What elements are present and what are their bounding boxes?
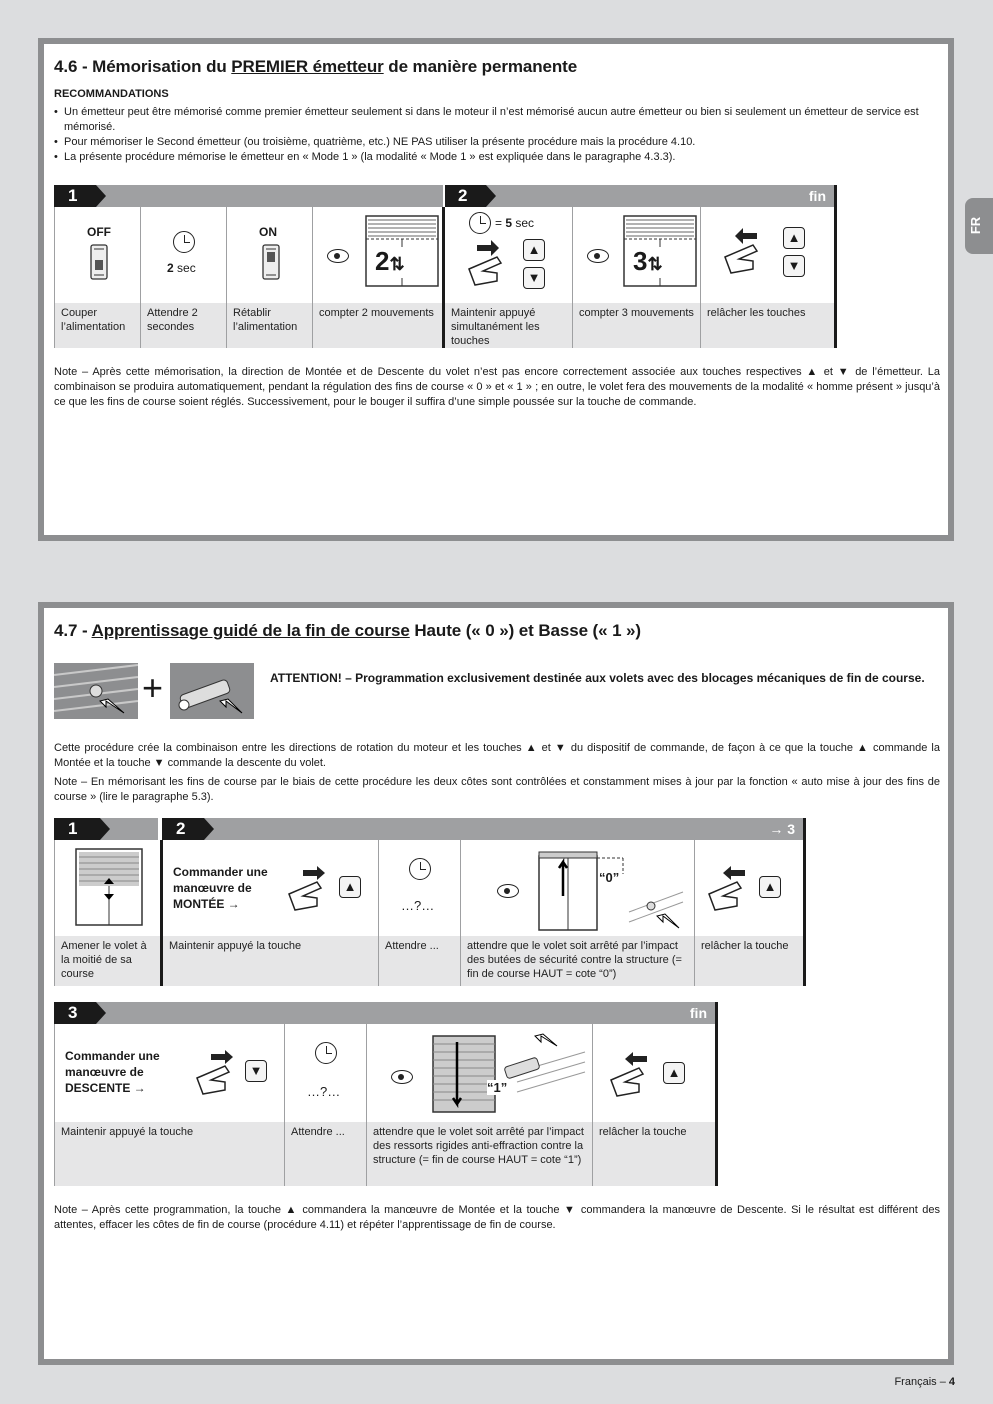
step-2-badge: 2 — [162, 818, 204, 840]
up-key-icon: ▲ — [783, 227, 805, 249]
plus-sign: + — [142, 667, 164, 708]
step-3-badge: 3 — [54, 1002, 96, 1024]
cell-wait-2s — [140, 207, 226, 303]
off-label: OFF — [87, 225, 111, 239]
hold-time: = 5 sec — [495, 216, 535, 230]
eye-icon — [327, 249, 349, 263]
page-footer: Français – 4 — [894, 1376, 955, 1388]
command-up-text: Commander une manœuvre de MONTÉE → — [173, 865, 268, 911]
cell-release — [694, 840, 803, 936]
cell-release-keys — [700, 207, 834, 303]
count-3: 3⇅ — [633, 246, 663, 276]
eye-icon — [587, 249, 609, 263]
end-label: fin — [808, 188, 826, 204]
up-key-icon: ▲ — [339, 876, 361, 898]
shutter-top-stop-icon — [533, 844, 689, 934]
next-step-label: → 3 — [769, 821, 795, 837]
cell-half-shutter — [54, 840, 160, 936]
hand-release-icon — [707, 866, 767, 914]
cell-wait — [284, 1024, 366, 1122]
cell-wait — [378, 840, 460, 936]
step-2-badge: 2 — [444, 185, 486, 207]
caption: Amener le volet à la moitié de sa course — [54, 936, 160, 986]
up-key-icon: ▲ — [759, 876, 781, 898]
cell-count-2 — [312, 207, 442, 303]
breaker-off-icon — [89, 244, 109, 280]
list-item: • Pour mémoriser le Second émetteur (ou troisième, quatrième, etc.) NE PAS utiliser la présente procédure mais la procédure 4.10. — [54, 135, 938, 150]
caption: Maintenir appuyé la touche — [54, 1122, 284, 1186]
wait-text: …?… — [401, 898, 435, 913]
hand-pressing-icon — [467, 237, 527, 293]
motor-stop-illustration — [170, 663, 254, 719]
attention-text: ATTENTION! – Programmation exclusivement destinée aux volets avec des blocages mécaniques de fin de course. — [270, 671, 925, 685]
clock-icon — [315, 1042, 337, 1064]
clock-icon — [173, 231, 195, 253]
caption: attendre que le volet soit arrêté par l’impact des ressorts rigides anti-effraction contre la structure (= fin de course HAUT = cote “1”) — [366, 1122, 592, 1186]
clock-icon — [409, 858, 431, 880]
command-down-text: Commander une manœuvre de DESCENTE → — [65, 1049, 160, 1095]
caption: Maintenir appuyé la touche — [160, 936, 378, 986]
caption: Maintenir appuyé simultanément les touches — [442, 303, 572, 348]
cell-power-on — [226, 207, 312, 303]
note-4-7-b: Note – Après cette programmation, la touche ▲ commandera la manœuvre de Montée et la touche ▼ commandera la manœuvre de Descente. Si le résultat est différent des attentes, effacer les côtes de fin de course (procédure 4.11) et répéter l’apprentissage de fin de course. — [54, 1204, 940, 1231]
list-item: • La présente procédure mémorise le émetteur en « Mode 1 » (la modalité « Mode 1 » est expliquée dans le paragraphe 4.3.3). — [54, 150, 938, 165]
cell-wait-stop-bottom — [366, 1024, 592, 1122]
hand-pressing-icon — [287, 866, 347, 914]
caption: compter 2 mouvements — [312, 303, 442, 348]
caption: relâcher la touche — [694, 936, 803, 986]
up-key-icon: ▲ — [663, 1062, 685, 1084]
step-header-bar — [54, 1002, 715, 1024]
zero-label: “0” — [599, 870, 620, 885]
cell-release — [592, 1024, 715, 1122]
language-tab-label: FR — [968, 216, 984, 235]
wait-time: 2 sec — [167, 261, 196, 275]
caption: attendre que le volet soit arrêté par l’impact des butées de sécurité contre la structure (= fin de course HAUT = cote “0”) — [460, 936, 694, 986]
hand-release-icon — [723, 225, 783, 281]
recommendations-heading: RECOMMANDATIONS — [54, 88, 169, 100]
caption: Rétablir l’alimentation — [226, 303, 312, 348]
caption: relâcher les touches — [700, 303, 834, 348]
note-4-7-a: Note – En mémorisant les fins de course par le biais de cette procédure les deux côtes sont contrôlées et constamment mises à jour par la fonction « auto mise à jour des fins de course » (lire le paragraphe 5.3). — [54, 776, 940, 803]
breaker-on-icon — [261, 244, 281, 280]
clock-icon — [469, 212, 491, 234]
half-open-shutter-icon — [75, 848, 143, 926]
step-1-badge: 1 — [54, 185, 96, 207]
section-4-7-title: 4.7 - Apprentissage guidé de la fin de course Haute (« 0 ») et Basse (« 1 ») — [54, 621, 641, 640]
cell-command-up — [160, 840, 378, 936]
note-4-6: Note – Après cette mémorisation, la direction de Montée et de Descente du volet n’est pas encore correctement associée aux touches respectives ▲ et ▼ de l’émetteur. La combinaison se produira automatiquement, pendant la régulation des fins de course « 0 » et « 1 » ; en outre, le volet fera des mouvements de la modalité « homme présent » jusqu’à ce que les fins de course soient réglés. Successivement, pour le bouger il suffira d’une simple poussée sur la touche de commande. — [54, 366, 940, 408]
caption: Attendre ... — [378, 936, 460, 986]
caption: Attendre ... — [284, 1122, 366, 1186]
hand-release-icon — [609, 1052, 669, 1100]
caption: relâcher la touche — [592, 1122, 715, 1186]
cell-count-3 — [572, 207, 700, 303]
step-grid-4-7-a — [54, 818, 806, 986]
recommendations-list — [54, 105, 938, 165]
up-key-icon: ▲ — [523, 239, 545, 261]
eye-icon — [497, 884, 519, 898]
on-label: ON — [259, 225, 277, 239]
shutter-stop-illustration — [54, 663, 138, 719]
intro-4-7: Cette procédure crée la combinaison entre les directions de rotation du moteur et les touches ▲ et ▼ du dispositif de commande, de façon à ce que la touche ▲ commande la Montée et la touche ▼ commande la descente du volet. — [54, 742, 940, 769]
cell-hold-keys — [442, 207, 572, 303]
one-label: “1” — [487, 1080, 508, 1095]
step-grid-4-7-b — [54, 1002, 718, 1186]
step-grid-4-6 — [54, 185, 837, 348]
section-4-7-panel — [38, 602, 954, 1365]
count-2: 2⇅ — [375, 246, 405, 276]
wait-text: …?… — [307, 1084, 341, 1099]
eye-icon — [391, 1070, 413, 1084]
shutter-bottom-stop-icon — [427, 1028, 589, 1118]
cell-power-off — [54, 207, 140, 303]
caption: compter 3 mouvements — [572, 303, 700, 348]
down-key-icon: ▼ — [523, 267, 545, 289]
step-1-badge: 1 — [54, 818, 100, 840]
tube-motor-icon — [170, 663, 254, 719]
down-key-icon: ▼ — [783, 255, 805, 277]
end-label: fin — [689, 1005, 707, 1021]
section-4-6-title: 4.6 - Mémorisation du PREMIER émetteur de manière permanente — [54, 57, 578, 76]
cell-wait-stop-top — [460, 840, 694, 936]
mechanical-stop-icon — [54, 663, 138, 719]
list-item: • Un émetteur peut être mémorisé comme premier émetteur seulement si dans le moteur il n’est mémorisé aucun autre émetteur ou bien si seulement un émetteur de service est mémorisé. — [54, 105, 938, 135]
language-tab[interactable] — [965, 198, 993, 254]
section-4-6-panel — [38, 38, 954, 541]
caption: Attendre 2 secondes — [140, 303, 226, 348]
down-key-icon: ▼ — [245, 1060, 267, 1082]
caption: Couper l’alimentation — [54, 303, 140, 348]
cell-command-down — [54, 1024, 284, 1122]
